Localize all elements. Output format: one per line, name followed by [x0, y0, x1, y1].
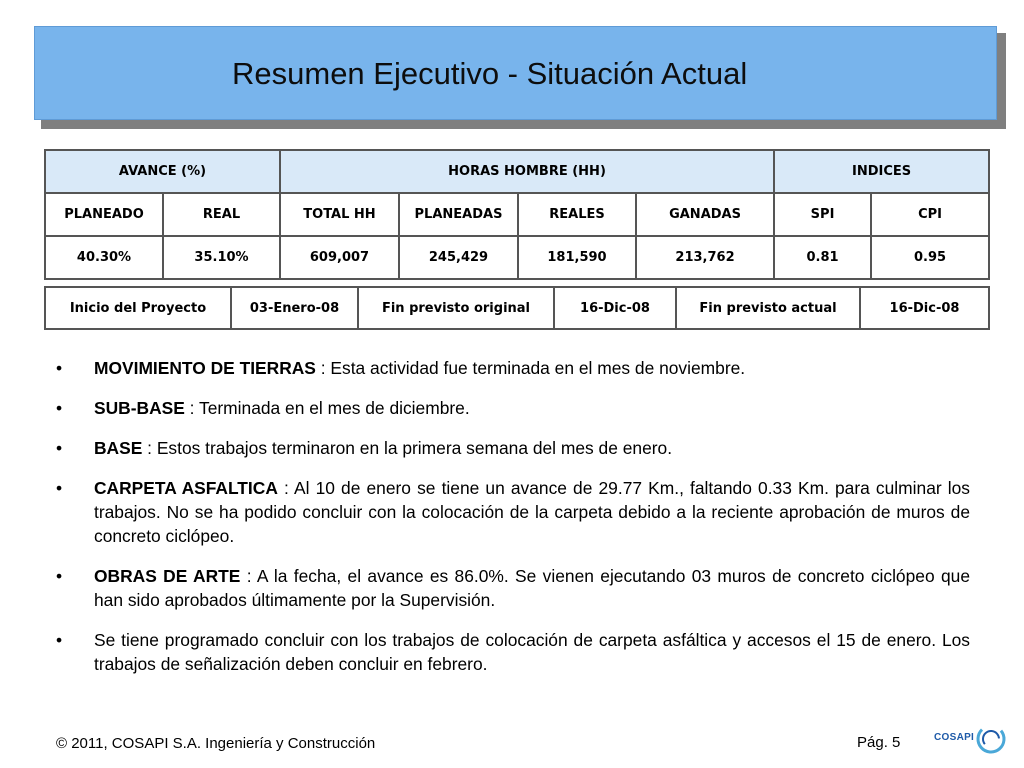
- bullet-icon: •: [56, 438, 63, 458]
- values-row: [45, 236, 989, 279]
- item-heading: OBRAS DE ARTE: [94, 566, 241, 586]
- item-text: : A la fecha, el avance es 86.0%. Se vienen ejecutando 03 muros de concreto ciclópeo que han sido aprobados últimamente por la Supervisión.: [94, 566, 970, 610]
- footer-copyright: © 2011, COSAPI S.A. Ingeniería y Construcción: [56, 735, 376, 752]
- item-text: : Terminada en el mes de diciembre.: [184, 398, 470, 418]
- bullet-icon: •: [56, 630, 63, 650]
- list-item: [50, 436, 970, 460]
- fin-original-label: Fin previsto original: [358, 287, 554, 329]
- page-number: Pág. 5: [857, 734, 901, 751]
- table-cell: 245,429: [399, 236, 518, 279]
- list-item: [50, 628, 970, 676]
- table-cell: 0.81: [774, 236, 871, 279]
- list-item: [50, 396, 970, 420]
- item-text: : Esta actividad fue terminada en el mes de noviembre.: [315, 358, 746, 378]
- column-header: SPI: [774, 193, 871, 236]
- item-heading: SUB-BASE: [94, 398, 185, 418]
- logo-ring-icon: [974, 722, 1008, 756]
- bullet-icon: •: [56, 398, 63, 418]
- table-cell: 181,590: [518, 236, 636, 279]
- dates-table: [44, 286, 990, 330]
- group-header-row: [45, 150, 989, 193]
- item-text: : Al 10 de enero se tiene un avance de 29.77 Km., faltando 0.33 Km. para culminar los trabajos. No se ha podido concluir con la colocación de la carpeta debido a la reciente aprobación de muros de concreto ciclópeo.: [94, 478, 970, 546]
- bullet-icon: •: [56, 566, 63, 586]
- cosapi-logo: [934, 722, 1010, 756]
- inicio-value: 03-Enero-08: [231, 287, 358, 329]
- item-heading: MOVIMIENTO DE TIERRAS: [94, 358, 316, 378]
- column-header: REAL: [163, 193, 280, 236]
- table-cell: 40.30%: [45, 236, 163, 279]
- list-item: [50, 356, 970, 380]
- logo-text: COSAPI: [934, 732, 975, 743]
- item-text: : Estos trabajos terminaron en la primera semana del mes de enero.: [142, 438, 673, 458]
- item-text: Se tiene programado concluir con los trabajos de colocación de carpeta asfáltica y accesos el 15 de enero. Los trabajos de señalización deben concluir en febrero.: [94, 630, 970, 674]
- item-heading: BASE: [94, 438, 143, 458]
- page-title: Resumen Ejecutivo - Situación Actual: [232, 56, 748, 91]
- column-header: PLANEADO: [45, 193, 163, 236]
- column-header-row: [45, 193, 989, 236]
- column-header: GANADAS: [636, 193, 774, 236]
- fin-actual-label: Fin previsto actual: [676, 287, 860, 329]
- table-cell: 609,007: [280, 236, 399, 279]
- bullet-icon: •: [56, 478, 63, 498]
- column-header: CPI: [871, 193, 989, 236]
- column-header: TOTAL HH: [280, 193, 399, 236]
- table-cell: 35.10%: [163, 236, 280, 279]
- list-item: [50, 564, 970, 612]
- table-cell: 0.95: [871, 236, 989, 279]
- header-horas-hombre: HORAS HOMBRE (HH): [280, 150, 774, 193]
- header-indices: INDICES: [774, 150, 989, 193]
- inicio-label: Inicio del Proyecto: [45, 287, 231, 329]
- column-header: PLANEADAS: [399, 193, 518, 236]
- activity-list: [50, 356, 970, 692]
- summary-table: [44, 149, 990, 280]
- table-cell: 213,762: [636, 236, 774, 279]
- header-avance: AVANCE (%): [45, 150, 280, 193]
- column-header: REALES: [518, 193, 636, 236]
- fin-actual-value: 16-Dic-08: [860, 287, 989, 329]
- fin-original-value: 16-Dic-08: [554, 287, 676, 329]
- bullet-icon: •: [56, 358, 63, 378]
- dates-row: [45, 287, 989, 329]
- list-item: [50, 476, 970, 548]
- item-heading: CARPETA ASFALTICA: [94, 478, 278, 498]
